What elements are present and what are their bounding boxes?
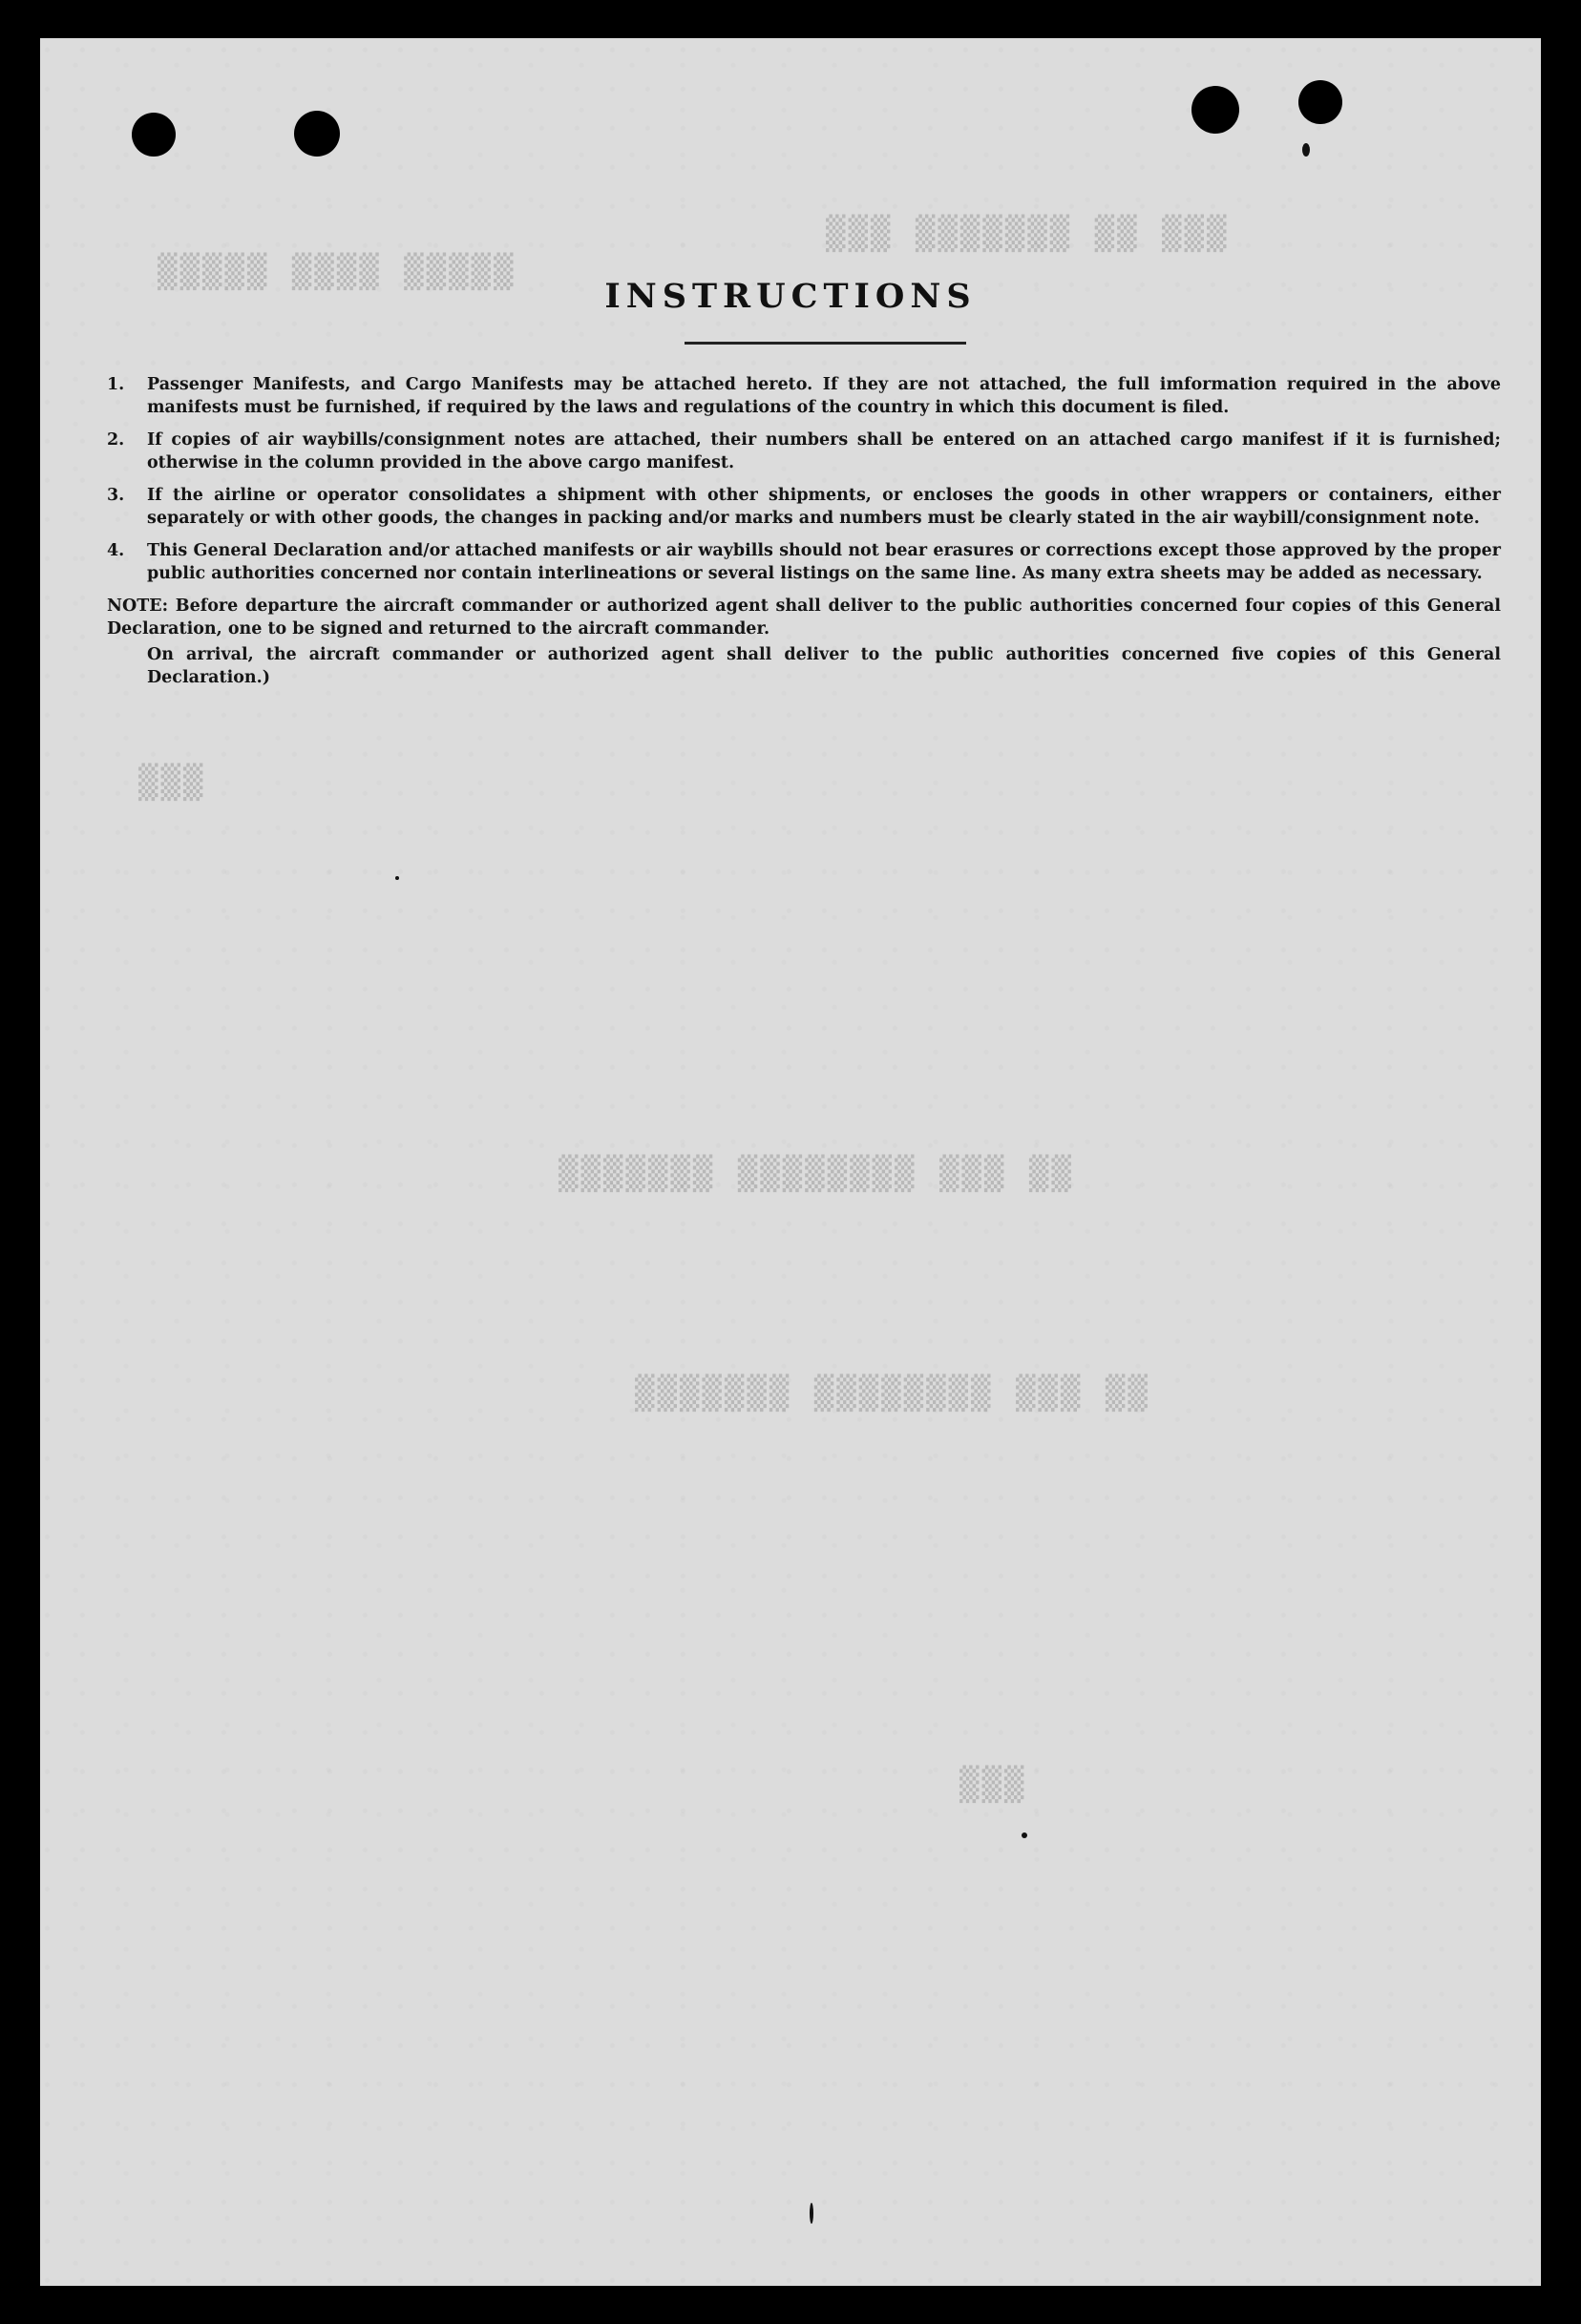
instruction-item bbox=[107, 540, 1501, 585]
note-block bbox=[107, 596, 1501, 689]
instruction-text: This General Declaration and/or attached manifests or air waybills should not bear erasures or corrections except those approved by the proper public authorities concerned nor contain interlineations or several listings on the same line. As many extra sheets may be added as necessary. bbox=[147, 541, 1501, 583]
ink-speck bbox=[1022, 1832, 1027, 1838]
bleed-through-text: ▒▒▒ bbox=[136, 764, 203, 802]
punch-hole-left-1 bbox=[132, 113, 176, 157]
punch-hole-left-2 bbox=[294, 111, 340, 157]
instruction-number: 1. bbox=[107, 375, 125, 394]
note-arrival-text: On arrival, the aircraft commander or authorized agent shall deliver to the public authorities concerned five copies of this General Declaration.) bbox=[147, 645, 1501, 687]
instruction-number: 3. bbox=[107, 486, 125, 505]
note-paragraph bbox=[107, 596, 1501, 640]
bleed-through-text: ▒▒▒ ▒▒ ▒▒▒▒▒▒▒ ▒▒▒ bbox=[823, 215, 1227, 253]
instruction-item bbox=[107, 429, 1501, 474]
document-page bbox=[40, 38, 1541, 2286]
bleed-through-text: ▒▒ ▒▒▒ ▒▒▒▒▒▒▒▒ ▒▒▒▒▒▒▒ bbox=[556, 1155, 1071, 1193]
instruction-text: If copies of air waybills/consignment notes are attached, their numbers shall be entered on an attached cargo manifest if it is furnished; otherwise in the column provided in the above cargo manifest. bbox=[147, 430, 1501, 472]
instruction-item bbox=[107, 485, 1501, 530]
bleed-through-text: ▒▒▒ bbox=[957, 1766, 1024, 1804]
bleed-through-text: ▒▒ ▒▒▒ ▒▒▒▒▒▒▒▒ ▒▒▒▒▒▒▒ bbox=[632, 1374, 1148, 1413]
instruction-number: 4. bbox=[107, 541, 125, 560]
instruction-number: 2. bbox=[107, 430, 125, 450]
ink-speck bbox=[810, 2203, 813, 2224]
heading-underline bbox=[685, 342, 966, 345]
note-text: Before departure the aircraft commander or authorized agent shall deliver to the public authorities concerned four copies of this General Declaration, one to be signed and returned to the aircraft commander. bbox=[107, 597, 1502, 639]
instructions-heading: INSTRUCTIONS bbox=[604, 277, 977, 316]
instruction-text: Passenger Manifests, and Cargo Manifests may be attached hereto. If they are not attached, the full imformation required in the above manifests must be furnished, if required by the laws and regulations of the country in which this document is filed. bbox=[147, 375, 1501, 417]
instructions-list bbox=[107, 374, 1501, 689]
note-label: NOTE: bbox=[107, 597, 169, 616]
punch-hole-right-1 bbox=[1191, 86, 1239, 134]
punch-hole-right-2 bbox=[1298, 80, 1342, 124]
ink-speck bbox=[1302, 143, 1310, 157]
instruction-item bbox=[107, 374, 1501, 419]
instruction-text: If the airline or operator consolidates a shipment with other shipments, or encloses the goods in other wrappers or containers, either separately or with other goods, the changes in packing and/or marks and numbers must be clearly stated in the air waybill/consignment note. bbox=[147, 486, 1501, 528]
ink-speck bbox=[395, 876, 399, 880]
bleed-through-text: ▒▒▒▒▒ ▒▒▒▒ ▒▒▒▒▒ bbox=[155, 253, 514, 291]
